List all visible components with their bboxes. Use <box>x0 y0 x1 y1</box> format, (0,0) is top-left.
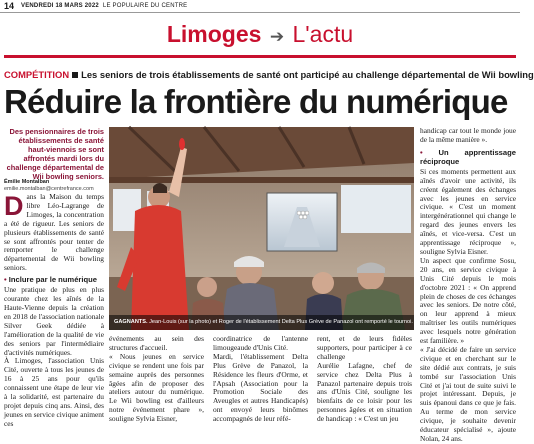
bowling-scene-image <box>109 127 414 330</box>
paragraph: Une pratique de plus en plus courante chez les aînés de la Haute-Vienne depuis la création en 2018 de l'association nationale Silver Geek dédiée à l'amélioration de la qualité de vie des seniors par l'intermédiaire d'activités numériques. <box>4 285 104 357</box>
author-email: emilie.montalban@centrefrance.com <box>4 186 94 192</box>
page-date <box>21 3 187 9</box>
subheading-text: Un apprentissage réciproque <box>420 147 516 166</box>
square-bullet-icon <box>72 72 78 78</box>
photo-caption <box>109 315 414 330</box>
author-name: Émilie Montalban <box>4 179 50 185</box>
right-arrow-icon: ➔ <box>269 27 285 46</box>
article-kicker <box>4 69 534 81</box>
section-category: L'actu <box>292 21 354 47</box>
date-text: VENDREDI 18 MARS 2022 <box>21 3 99 9</box>
paragraph: « J'ai décidé de faire un service civique et en cherchant sur le site dédié aux contrats, je suis tombé sur l'association Unis Cité et j'ai tout de suite suivi le projet intéressant. Depuis, je suis épanoui dans ce que je fais. Au terme de mon service civique, je souhaite devenir éducateur spécialisé », ajoute Nolan, 24 ans. <box>420 344 516 443</box>
subheading <box>4 275 104 284</box>
article-column-4 <box>317 335 412 424</box>
article-column-2 <box>109 335 204 424</box>
paragraph: événements au sein des structures d'accueil. <box>109 334 204 352</box>
paragraph: À Limoges, l'association Unis Cité, ouverte à tous les jeunes de 16 à 25 ans pour qu'ils connaissent une étape de leur vie à la solidarité, est partenaire du projet depuis cinq ans. Ainsi, des jeunes en service civique animent ces <box>4 356 104 428</box>
paragraph: handicap car tout le monde joue de la même manière ». <box>420 126 516 144</box>
caption-tag: GAGNANTS. <box>114 319 148 325</box>
paragraph: Si ces moments permettent aux aînés d'avoir une activité, ils créent également des échanges avec les jeunes en service civique. « C'est un moment intergénérationnel qui change le regard des jeunes envers les aînés, et vice-versa. C'est un apprentissage réciproque », souligne Sylvia Eisner. <box>420 166 516 256</box>
subheading-text: Inclure par le numérique <box>8 275 97 285</box>
article-photo <box>109 127 414 330</box>
bullet-icon: • <box>4 275 9 285</box>
paragraph: rent, et de leurs fidèles supporters, pour participer à ce challenge <box>317 334 412 361</box>
paragraph-text: ans la Maison du temps libre Léo-Lagrange de Limoges, la concentration a été de rigueur. Les seniors de plusieurs établissements de santé se sont affrontés pour tenter de remporter le challenge départemental de Wii bowling seniors. <box>4 192 104 273</box>
paragraph: Un aspect que confirme Sosu, 20 ans, en service civique à Unis Cité depuis le mois d'octobre 2021 : « On apprend plein de choses de ces échanges avec les seniors. De notre côté, on leur apprend à mieux maîtriser les outils numériques avec lesquels notre génération est familière. » <box>420 255 516 346</box>
section-rule <box>4 55 516 58</box>
article-lead: Des pensionnaires de trois établissements de santé haut-viennois se sont affrontés mardi lors du challenge départemental de Wii bowling seniors. <box>6 127 104 181</box>
kicker-label: COMPÉTITION <box>4 69 70 80</box>
caption-text: Jean-Louis (sur la photo) et Roger de l'établissement Delta Plus Grève de Panazol ont remporté le tournoi. <box>149 319 413 325</box>
drop-cap: D <box>4 191 24 221</box>
section-heading <box>0 20 520 51</box>
bullet-icon: • <box>420 147 439 157</box>
paragraph: Aurélie Lafagne, chef de service chez Delta Plus à Panazol partenaire depuis trois ans d'Unis Cité, souligne les bienfaits de ce loisir pour les personnes âgées et en situation de handicap : « C'est un jeu <box>317 360 412 424</box>
article-column-3 <box>213 335 308 424</box>
article-column-5 <box>420 127 516 444</box>
article-headline: Réduire la frontière du numérique <box>4 83 508 120</box>
article-deck: Les seniors de trois établissements de santé ont participé au challenge départemental de Wii bowling <box>81 69 534 80</box>
section-city: Limoges <box>166 21 262 47</box>
subheading <box>420 148 516 166</box>
paragraph: Mardi, l'établissement Delta Plus Grève de Panazol, la Résidence les fleurs d'Orme, et l'Apsah (Association pour la Promotion Sociale des Aveugles et autres Handicapés) ont envoyé leurs binômes accompagnés de leur réfé- <box>213 351 308 424</box>
paragraph: coordinatrice de l'antenne limougeaude d'Unis Cité. <box>213 334 308 352</box>
article-column-1 <box>4 193 104 429</box>
page-number: 14 <box>4 1 15 11</box>
paragraph: « Nous jeunes en service civique se rendent une fois par semaine auprès des personnes âgées afin de proposer des ateliers autour du numérique. Le Wii bowling est d'ailleurs notre événement phare », souligne Sylvia Eisner, <box>109 351 204 424</box>
newspaper-name: LE POPULAIRE DU CENTRE <box>102 3 188 9</box>
page-header <box>0 0 520 13</box>
paragraph <box>4 193 104 273</box>
